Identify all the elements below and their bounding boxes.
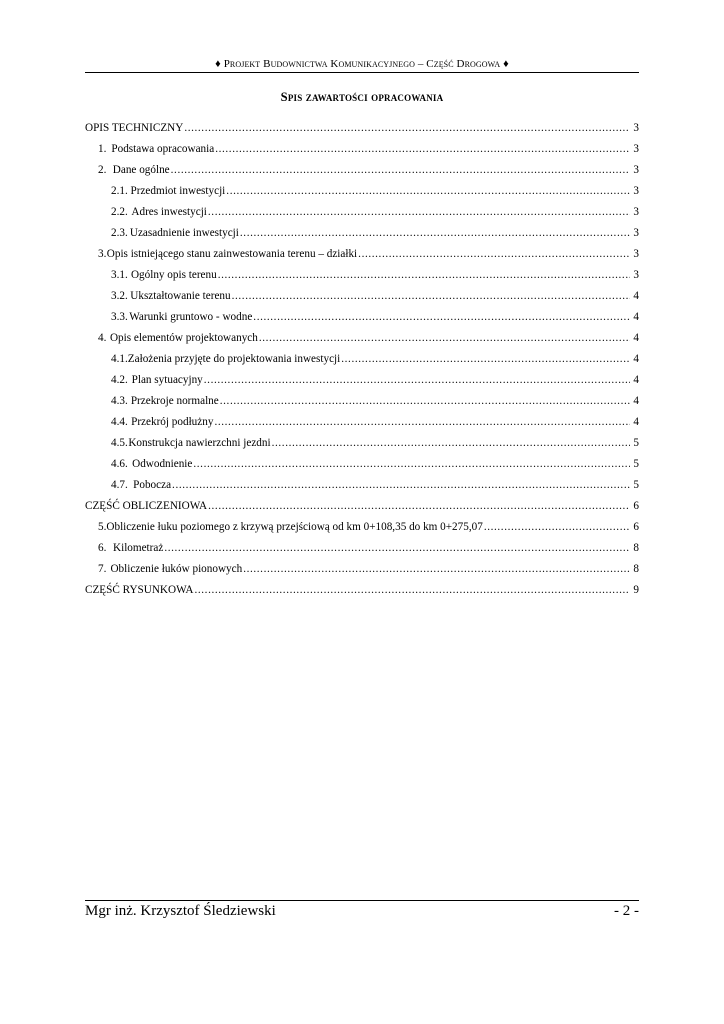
- toc-leader-dots: [341, 352, 630, 366]
- toc-entry[interactable]: [85, 436, 639, 457]
- toc-title-text: Spis zawartości opracowania: [280, 90, 444, 104]
- toc-entry-page: 4: [633, 374, 639, 386]
- toc-entry-title: Opis istniejącego stanu zainwestowania terenu – działki: [106, 248, 358, 260]
- toc-entry-title: Ogólny opis terenu: [130, 269, 217, 281]
- toc-entry-number: 4.: [98, 332, 107, 344]
- toc-leader-dots: [259, 331, 631, 345]
- footer-author: Mgr inż. Krzysztof Śledziewski: [85, 903, 276, 919]
- toc-entry[interactable]: [85, 184, 639, 205]
- toc-entry[interactable]: [85, 520, 639, 541]
- toc-entry-title: Przedmiot inwestycji: [130, 185, 226, 197]
- toc-entry-page: 3: [633, 206, 639, 218]
- toc-entry[interactable]: [85, 289, 639, 310]
- toc-leader-dots: [184, 121, 630, 135]
- toc-leader-dots: [208, 205, 631, 219]
- toc-entry-number: 4.1.: [111, 353, 128, 365]
- toc-entry-page: 8: [633, 542, 639, 554]
- toc-entry-number: 4.7.: [111, 479, 128, 491]
- toc-entry-title: Podstawa opracowania: [111, 143, 215, 155]
- toc-leader-dots: [214, 415, 630, 429]
- toc-entry-page: 6: [633, 500, 639, 512]
- toc-entry[interactable]: [85, 457, 639, 478]
- footer-rule: [85, 900, 639, 901]
- toc-leader-dots: [220, 394, 631, 408]
- toc-entry[interactable]: [85, 331, 639, 352]
- toc-entry[interactable]: [85, 247, 639, 268]
- toc-entry-page: 9: [633, 584, 639, 596]
- toc-entry-page: 8: [633, 563, 639, 575]
- toc-entry-page: 3: [633, 143, 639, 155]
- toc-entry-number: 7.: [98, 563, 107, 575]
- toc-entry-page: 3: [633, 164, 639, 176]
- toc-entry-number: 4.3.: [111, 395, 128, 407]
- toc-entry-page: 4: [633, 353, 639, 365]
- toc-entry-title: Obliczenie łuku poziomego z krzywą przejściową od km 0+108,35 do km 0+275,07: [106, 521, 483, 533]
- toc-entry-page: 3: [633, 227, 639, 239]
- toc-entry-number: 4.5.: [111, 437, 128, 449]
- toc-leader-dots: [194, 583, 630, 597]
- toc-entry-number: 4.4.: [111, 416, 128, 428]
- toc-entry-number: 2.3.: [111, 227, 128, 239]
- toc-entry-title: Pobocza: [133, 479, 172, 491]
- toc-entry[interactable]: [85, 268, 639, 289]
- toc-entry-page: 3: [633, 185, 639, 197]
- toc-entry-page: 4: [633, 332, 639, 344]
- toc-leader-dots: [193, 457, 630, 471]
- toc-entry[interactable]: [85, 499, 639, 520]
- toc-entry[interactable]: [85, 415, 639, 436]
- toc-leader-dots: [204, 373, 631, 387]
- toc-leader-dots: [240, 226, 631, 240]
- toc-entry-number: 3.3.: [111, 311, 128, 323]
- toc-entry-title: CZĘŚĆ RYSUNKOWA: [85, 584, 194, 596]
- toc-entry-page: 5: [633, 437, 639, 449]
- toc-entry-page: 4: [633, 416, 639, 428]
- toc-entry-number: 3.2.: [111, 290, 128, 302]
- toc-entry-page: 4: [633, 311, 639, 323]
- toc-leader-dots: [243, 562, 630, 576]
- toc-entry-title: Ukształtowanie terenu: [130, 290, 231, 302]
- toc-entry-page: 4: [633, 395, 639, 407]
- toc-entry[interactable]: [85, 394, 639, 415]
- toc-entry-number: 5.: [98, 521, 107, 533]
- toc-entry[interactable]: [85, 310, 639, 331]
- toc-entry-page: 6: [633, 521, 639, 533]
- toc-entry-number: 3.1.: [111, 269, 128, 281]
- toc-entry[interactable]: [85, 352, 639, 373]
- toc-entry-page: 3: [633, 122, 639, 134]
- toc-entry-page: 3: [633, 248, 639, 260]
- toc-entry-title: Adres inwestycji: [131, 206, 207, 218]
- header-rule: [85, 72, 639, 73]
- toc-entry-title: Założenia przyjęte do projektowania inwestycji: [127, 353, 341, 365]
- toc-entry-page: 3: [633, 269, 639, 281]
- toc-entry-number: 1.: [98, 143, 107, 155]
- toc-entry-title: Odwodnienie: [132, 458, 193, 470]
- toc-leader-dots: [484, 520, 631, 534]
- toc-leader-dots: [171, 163, 631, 177]
- toc-entry-title: Opis elementów projektowanych: [109, 332, 258, 344]
- toc-entry-number: 2.1.: [111, 185, 128, 197]
- toc-entry[interactable]: [85, 562, 639, 583]
- toc-leader-dots: [208, 499, 630, 513]
- toc-entry[interactable]: [85, 541, 639, 562]
- toc-entry-title: Plan sytuacyjny: [131, 374, 203, 386]
- toc-entry-number: 4.6.: [111, 458, 128, 470]
- toc-entry[interactable]: [85, 121, 639, 142]
- toc-leader-dots: [164, 541, 630, 555]
- toc-entry-number: 2.2.: [111, 206, 128, 218]
- footer-page-number: - 2 -: [614, 903, 639, 919]
- toc-entry-title: Obliczenie łuków pionowych: [110, 563, 243, 575]
- toc-entry[interactable]: [85, 142, 639, 163]
- toc-entry-title: Kilometraż: [113, 542, 164, 554]
- running-header: [85, 58, 639, 70]
- toc-entry-title: Przekroje normalne: [130, 395, 219, 407]
- toc-title: [85, 90, 639, 105]
- toc-entry-title: Konstrukcja nawierzchni jezdni: [128, 437, 271, 449]
- toc-entry[interactable]: [85, 478, 639, 499]
- toc-entry[interactable]: [85, 226, 639, 247]
- toc-entry-number: 3.: [98, 248, 107, 260]
- toc-entry-number: 4.2.: [111, 374, 128, 386]
- toc-leader-dots: [272, 436, 631, 450]
- table-of-contents: [85, 121, 639, 604]
- toc-entry[interactable]: [85, 373, 639, 394]
- toc-entry-title: Dane ogólne: [112, 164, 170, 176]
- toc-leader-dots: [358, 247, 630, 261]
- toc-leader-dots: [253, 310, 630, 324]
- toc-leader-dots: [218, 268, 631, 282]
- toc-entry-number: 2.: [98, 164, 107, 176]
- toc-entry-title: Przekrój podłużny: [131, 416, 214, 428]
- toc-entry-number: 6.: [98, 542, 107, 554]
- header-text: ♦ Projekt Budownictwa Komunikacyjnego – Część Drogowa ♦: [215, 58, 509, 70]
- toc-entry-title: Uzasadnienie inwestycji: [129, 227, 239, 239]
- toc-leader-dots: [226, 184, 630, 198]
- toc-entry-page: 5: [633, 479, 639, 491]
- toc-leader-dots: [172, 478, 630, 492]
- toc-entry[interactable]: [85, 163, 639, 184]
- toc-entry[interactable]: [85, 583, 639, 604]
- toc-leader-dots: [232, 289, 631, 303]
- toc-entry-page: 5: [633, 458, 639, 470]
- toc-entry-page: 4: [633, 290, 639, 302]
- toc-entry-title: Warunki gruntowo - wodne: [129, 311, 253, 323]
- toc-entry-title: CZĘŚĆ OBLICZENIOWA: [85, 500, 208, 512]
- toc-entry-title: OPIS TECHNICZNY: [85, 122, 184, 134]
- toc-entry[interactable]: [85, 205, 639, 226]
- toc-leader-dots: [215, 142, 630, 156]
